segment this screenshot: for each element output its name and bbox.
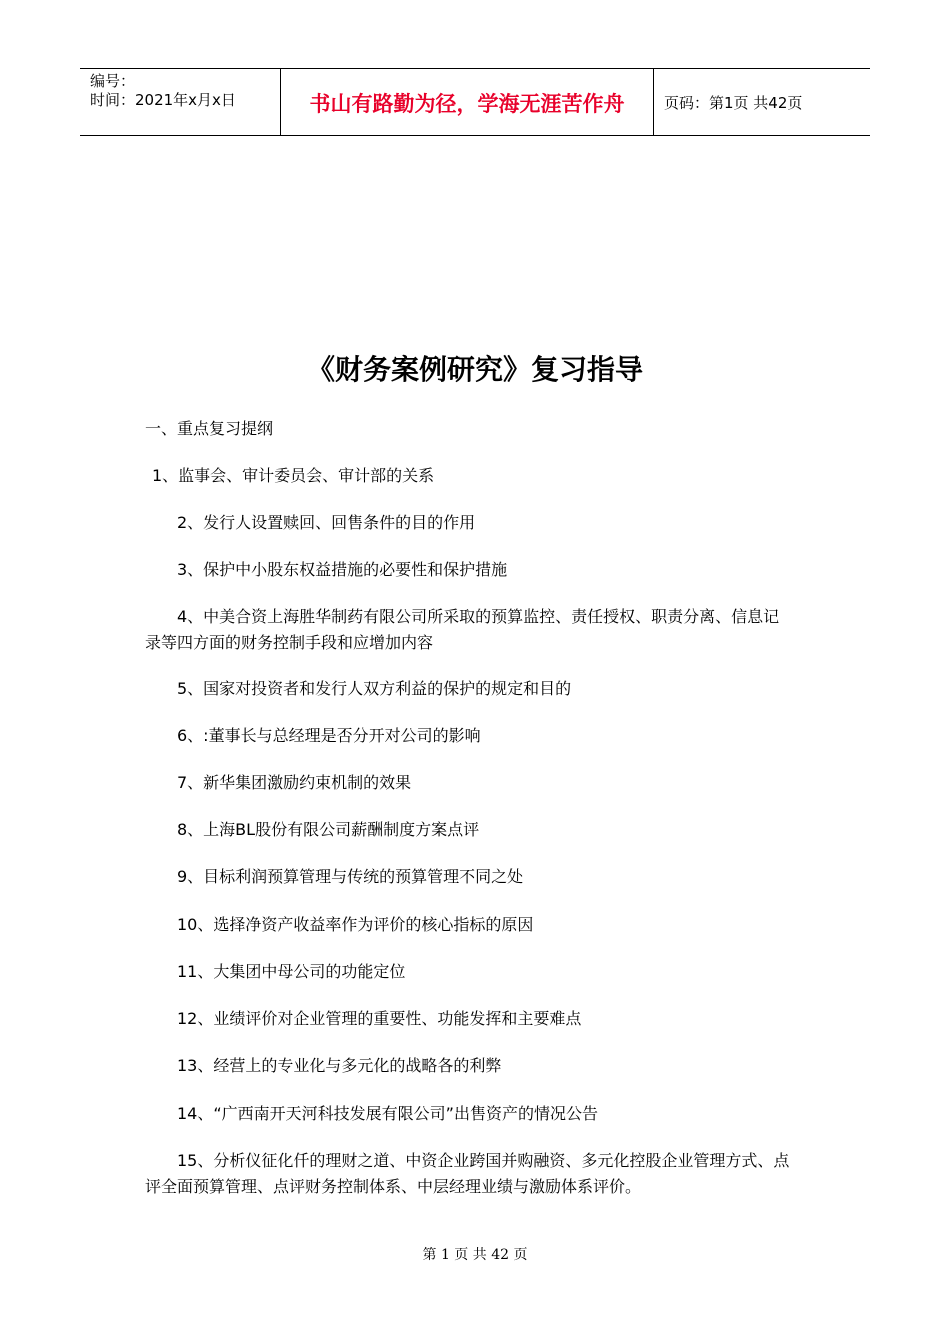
outline-item-4: 4、中美合资上海胜华制药有限公司所采取的预算监控、责任授权、职责分离、信息记录等四方面的财务控制手段和应增加内容 bbox=[145, 607, 780, 652]
outline-item-1: 1、监事会、审计委员会、审计部的关系 bbox=[152, 466, 435, 485]
page-footer: 第 1 页 共 42 页 bbox=[422, 1247, 528, 1263]
outline-item-7: 7、新华集团激励约束机制的效果 bbox=[177, 773, 412, 792]
outline-item-12: 12、业绩评价对企业管理的重要性、功能发挥和主要难点 bbox=[177, 1009, 582, 1028]
outline-item-14: 14、“广西南开天河科技发展有限公司”出售资产的情况公告 bbox=[177, 1104, 598, 1123]
header-left-cell bbox=[80, 69, 281, 136]
outline-item-10: 10、选择净资产收益率作为评价的核心指标的原因 bbox=[177, 915, 534, 934]
outline-item-15: 15、分析仪征化仟的理财之道、中资企业跨国并购融资、多元化控股企业管理方式、点评全面预算管理、点评财务控制体系、中层经理业绩与激励体系评价。 bbox=[145, 1151, 790, 1196]
outline-item-6: 6、:董事长与总经理是否分开对公司的影响 bbox=[177, 726, 481, 745]
page-header bbox=[80, 68, 870, 136]
header-right-cell bbox=[654, 69, 870, 136]
page-info: 页码：第1页 共42页 bbox=[664, 94, 803, 112]
header-middle-cell bbox=[281, 69, 654, 136]
outline-item-8: 8、上海BL股份有限公司薪酬制度方案点评 bbox=[177, 820, 480, 839]
outline-item-3: 3、保护中小股东权益措施的必要性和保护措施 bbox=[177, 560, 508, 579]
header-motto: 书山有路勤为径，学海无涯苦作舟 bbox=[309, 92, 625, 116]
number-label: 编号： bbox=[90, 72, 136, 90]
document-title: 《财务案例研究》复习指导 bbox=[306, 353, 643, 386]
time-label: 时间：2021年x月x日 bbox=[90, 91, 236, 109]
section-heading: 一、重点复习提纲 bbox=[145, 419, 274, 438]
outline-item-11: 11、大集团中母公司的功能定位 bbox=[177, 962, 406, 981]
outline-item-5: 5、国家对投资者和发行人双方利益的保护的规定和目的 bbox=[177, 679, 572, 698]
outline-item-13: 13、经营上的专业化与多元化的战略各的利弊 bbox=[177, 1056, 502, 1075]
outline-item-2: 2、发行人设置赎回、回售条件的目的作用 bbox=[177, 513, 476, 532]
outline-item-9: 9、目标利润预算管理与传统的预算管理不同之处 bbox=[177, 867, 524, 886]
